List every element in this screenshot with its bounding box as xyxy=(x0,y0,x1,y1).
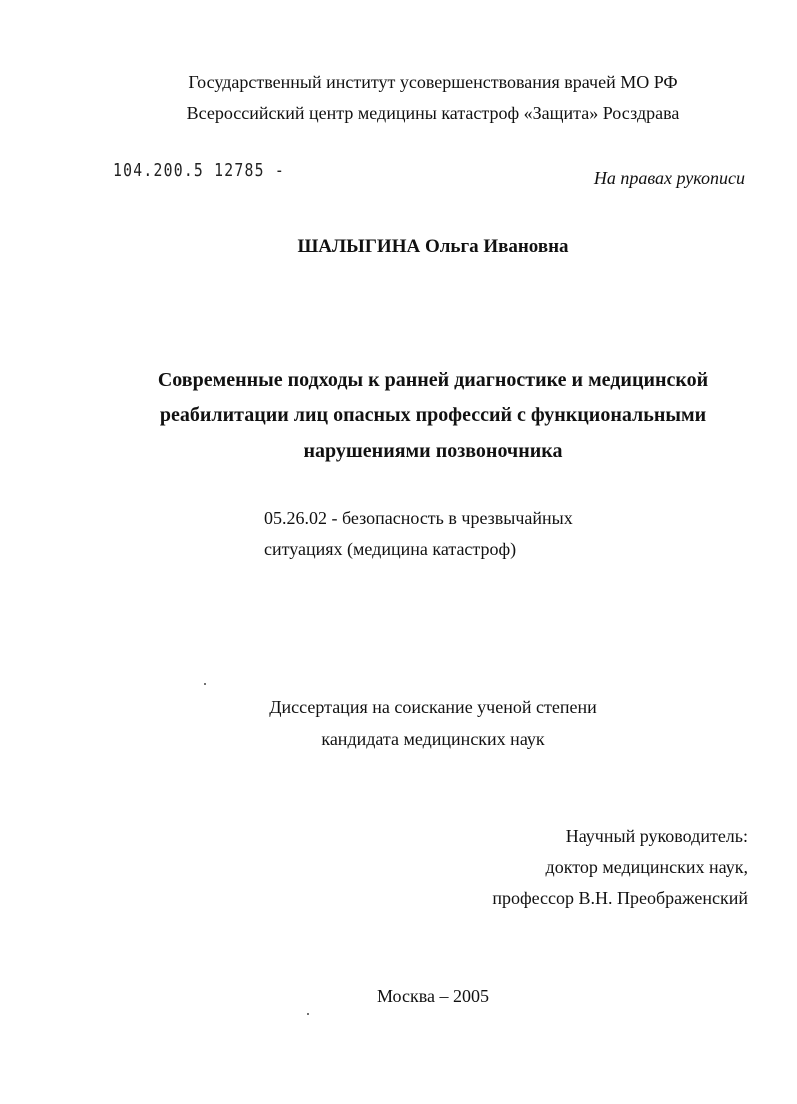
dissertation-title-line-1: Современные подходы к ранней диагностике и медицинской xyxy=(157,369,709,391)
institution-line-2: Всероссийский центр медицины катастроф «Защита» Росздрава xyxy=(186,103,680,123)
scan-speck xyxy=(307,1013,309,1015)
registry-number: 104.200.5 12785 - xyxy=(113,160,285,181)
supervisor-name: профессор В.Н. Преображенский xyxy=(492,888,748,908)
institution-line-1: Государственный институт усовершенствования врачей МО РФ xyxy=(188,72,678,92)
scan-speck xyxy=(204,683,206,685)
degree-statement-line-1: Диссертация на соискание ученой степени xyxy=(269,697,597,717)
supervisor-label: Научный руководитель: xyxy=(565,826,748,846)
dissertation-title-line-2: реабилитации лиц опасных профессий с функциональными xyxy=(159,404,707,426)
degree-statement-line-2: кандидата медицинских наук xyxy=(321,729,545,749)
specialty-line-2: ситуациях (медицина катастроф) xyxy=(264,539,517,559)
author-name: ШАЛЫГИНА Ольга Ивановна xyxy=(297,236,569,257)
manuscript-rights-note: На правах рукописи xyxy=(593,168,745,188)
dissertation-title-line-3: нарушениями позвоночника xyxy=(303,440,563,462)
city-year: Москва – 2005 xyxy=(377,986,489,1006)
specialty-line-1: 05.26.02 - безопасность в чрезвычайных xyxy=(264,508,573,528)
supervisor-degree: доктор медицинских наук, xyxy=(545,857,748,877)
